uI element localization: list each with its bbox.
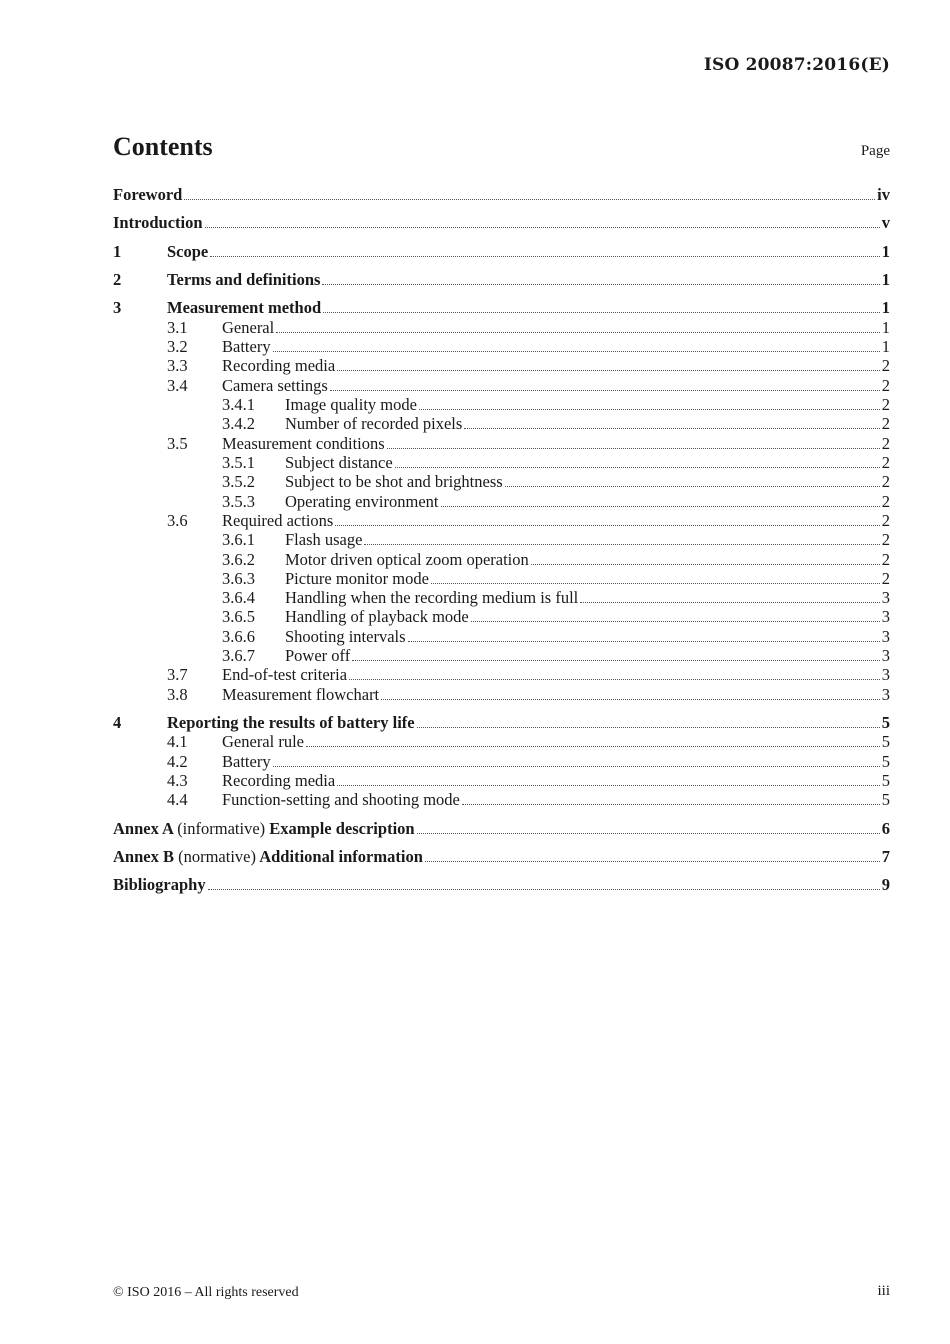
toc-entry-title: Flash usage <box>285 530 363 549</box>
toc-entry-number: 3.4 <box>167 376 188 395</box>
toc-entry-annex-a[interactable] <box>113 820 890 838</box>
toc-entry-3-4-2[interactable] <box>113 415 890 433</box>
toc-entry-title: Image quality mode <box>285 395 417 414</box>
toc-entry-page: 1 <box>881 318 890 337</box>
toc-entry-4-3[interactable] <box>113 772 890 790</box>
toc-entry-3-8[interactable] <box>113 686 890 704</box>
toc-entry-title: Measurement method <box>167 298 322 317</box>
page-column-label: Page <box>860 143 890 159</box>
dot-leader <box>408 640 880 642</box>
toc-entry-3-5[interactable] <box>113 435 890 453</box>
dot-leader <box>462 803 880 805</box>
toc-entry-page: 5 <box>881 713 890 732</box>
toc-entry-3-5-3[interactable] <box>113 493 890 511</box>
dot-leader <box>531 563 880 565</box>
toc-entry-page: 1 <box>881 242 890 261</box>
dot-leader <box>330 389 880 391</box>
toc-entry-title: Handling when the recording medium is full <box>285 588 579 607</box>
toc-entry-number: 3.1 <box>167 318 188 337</box>
dot-leader <box>471 620 880 622</box>
toc-entry-title: Motor driven optical zoom operation <box>285 550 529 569</box>
toc-entry-title: Subject to be shot and brightness <box>285 472 503 491</box>
toc-entry-bibliography[interactable] <box>113 876 890 894</box>
annex-title: Additional information <box>259 847 423 866</box>
toc-entry-page: iv <box>877 185 890 204</box>
toc-entry-number: 3.6.4 <box>222 588 255 607</box>
toc-entry-title: Bibliography <box>113 875 206 894</box>
toc-entry-3-6-6[interactable] <box>113 628 890 646</box>
toc-entry-reporting-results[interactable] <box>113 714 890 732</box>
toc-entry-page: 3 <box>881 627 890 646</box>
dot-leader <box>419 408 880 410</box>
toc-entry-number: 3.5.2 <box>222 472 255 491</box>
toc-entry-page: 9 <box>881 875 890 894</box>
toc-entry-title: Number of recorded pixels <box>285 414 463 433</box>
dot-leader <box>273 765 880 767</box>
toc-entry-page: 5 <box>881 790 890 809</box>
toc-entry-title: General <box>222 318 275 337</box>
toc-entry-page: 2 <box>881 569 890 588</box>
toc-entry-number: 3 <box>113 298 122 317</box>
toc-entry-title: Scope <box>167 242 209 261</box>
toc-entry-page: 2 <box>881 453 890 472</box>
toc-entry-page: 6 <box>881 819 890 838</box>
toc-entry-scope[interactable] <box>113 243 890 261</box>
toc-entry-3-3[interactable] <box>113 357 890 375</box>
toc-entry-title: Camera settings <box>222 376 328 395</box>
dot-leader <box>387 447 880 449</box>
toc-entry-number: 1 <box>113 242 122 261</box>
toc-entry-number: 3.8 <box>167 685 188 704</box>
toc-entry-number: 3.4.2 <box>222 414 255 433</box>
toc-entry-page: 2 <box>881 434 890 453</box>
toc-entry-number: 3.6.2 <box>222 550 255 569</box>
toc-entry-number: 4 <box>113 713 122 732</box>
toc-entry-number: 3.6.7 <box>222 646 255 665</box>
toc-entry-title: Subject distance <box>285 453 393 472</box>
toc-entry-page: 3 <box>881 607 890 626</box>
annex-title: Example description <box>269 819 415 838</box>
toc-entry-page: 2 <box>881 492 890 511</box>
dot-leader <box>395 466 880 468</box>
dot-leader <box>210 255 880 257</box>
toc-entry-page: 5 <box>881 752 890 771</box>
dot-leader <box>184 198 875 200</box>
toc-entry-3-6-5[interactable] <box>113 608 890 626</box>
dot-leader <box>381 698 880 700</box>
toc-entry-3-6[interactable] <box>113 512 890 530</box>
toc-entry-title <box>113 848 423 866</box>
toc-entry-number: 3.6.6 <box>222 627 255 646</box>
toc-entry-title: Handling of playback mode <box>285 607 469 626</box>
toc-entry-page: 2 <box>881 395 890 414</box>
toc-entry-page: 2 <box>881 511 890 530</box>
document-code: ISO 20087:2016(E) <box>703 55 890 75</box>
toc-entry-title: Foreword <box>113 185 183 204</box>
toc-entry-3-6-3[interactable] <box>113 570 890 588</box>
toc-entry-page: 2 <box>881 550 890 569</box>
dot-leader <box>335 524 879 526</box>
toc-entry-title: Battery <box>222 752 271 771</box>
toc-entry-number: 3.6.5 <box>222 607 255 626</box>
toc-entry-title: Required actions <box>222 511 334 530</box>
toc-entry-page: 3 <box>881 685 890 704</box>
toc-entry-page: 5 <box>881 732 890 751</box>
dot-leader <box>352 659 880 661</box>
dot-leader <box>417 832 880 834</box>
toc-entry-number: 3.5 <box>167 434 188 453</box>
toc-entry-page: 2 <box>881 414 890 433</box>
toc-entry-title: Power off <box>285 646 351 665</box>
toc-entry-title: Battery <box>222 337 271 356</box>
toc-entry-title: Reporting the results of battery life <box>167 713 415 732</box>
toc-entry-number: 3.5.3 <box>222 492 255 511</box>
toc-entry-number: 3.4.1 <box>222 395 255 414</box>
toc-entry-3-6-4[interactable] <box>113 589 890 607</box>
dot-leader <box>205 226 880 228</box>
toc-entry-page: 7 <box>881 847 890 866</box>
toc-entry-page: 2 <box>881 376 890 395</box>
dot-leader <box>505 485 880 487</box>
page-number: iii <box>877 1283 890 1299</box>
toc-entry-number: 3.6 <box>167 511 188 530</box>
toc-entry-3-5-1[interactable] <box>113 454 890 472</box>
dot-leader <box>364 543 879 545</box>
toc-entry-title: Recording media <box>222 356 336 375</box>
toc-entry-page: 1 <box>881 298 890 317</box>
toc-entry-3-6-1[interactable] <box>113 531 890 549</box>
toc-entry-number: 3.5.1 <box>222 453 255 472</box>
dot-leader <box>580 601 879 603</box>
annex-label: Annex B <box>113 847 174 866</box>
toc-entry-number: 2 <box>113 270 122 289</box>
dot-leader <box>337 784 880 786</box>
dot-leader <box>322 283 879 285</box>
toc-entry-page: 2 <box>881 530 890 549</box>
contents-heading: Contents <box>113 132 213 161</box>
toc-entry-page: 2 <box>881 356 890 375</box>
toc-entry-3-2[interactable] <box>113 338 890 356</box>
toc-entry-number: 3.7 <box>167 665 188 684</box>
dot-leader <box>306 745 880 747</box>
toc-entry-3-6-7[interactable] <box>113 647 890 665</box>
copyright-notice: © ISO 2016 – All rights reserved <box>113 1285 299 1300</box>
toc-entry-title: Introduction <box>113 213 203 232</box>
toc-entry-title: Operating environment <box>285 492 439 511</box>
dot-leader <box>276 331 880 333</box>
dot-leader <box>323 311 880 313</box>
toc-entry-title: End-of-test criteria <box>222 665 348 684</box>
toc-entry-3-4-1[interactable] <box>113 396 890 414</box>
annex-kind: (normative) <box>178 847 256 866</box>
toc-entry-4-4[interactable] <box>113 791 890 809</box>
dot-leader <box>208 888 880 890</box>
toc-entry-page: v <box>881 213 890 232</box>
dot-leader <box>441 505 880 507</box>
toc-entry-page: 3 <box>881 646 890 665</box>
annex-label: Annex A <box>113 819 174 838</box>
toc-entry-4-2[interactable] <box>113 753 890 771</box>
toc-entry-title: Function-setting and shooting mode <box>222 790 460 809</box>
toc-entry-number: 4.1 <box>167 732 188 751</box>
toc-entry-title: Terms and definitions <box>167 270 321 289</box>
toc-entry-page: 3 <box>881 588 890 607</box>
dot-leader <box>273 350 880 352</box>
toc-entry-title: Measurement flowchart <box>222 685 380 704</box>
dot-leader <box>337 369 880 371</box>
toc-entry-page: 5 <box>881 771 890 790</box>
toc-entry-3-4[interactable] <box>113 377 890 395</box>
toc-entry-page: 3 <box>881 665 890 684</box>
toc-entry-3-1[interactable] <box>113 319 890 337</box>
toc-entry-number: 3.6.3 <box>222 569 255 588</box>
toc-entry-number: 3.3 <box>167 356 188 375</box>
toc-entry-terms-and-definitions[interactable] <box>113 271 890 289</box>
toc-entry-page: 1 <box>881 337 890 356</box>
toc-entry-number: 3.6.1 <box>222 530 255 549</box>
dot-leader <box>464 427 879 429</box>
toc-entry-title: Measurement conditions <box>222 434 385 453</box>
toc-entry-3-5-2[interactable] <box>113 473 890 491</box>
dot-leader <box>417 726 880 728</box>
dot-leader <box>431 582 880 584</box>
toc-entry-number: 3.2 <box>167 337 188 356</box>
toc-entry-title: General rule <box>222 732 304 751</box>
toc-entry-page: 1 <box>881 270 890 289</box>
toc-entry-3-7[interactable] <box>113 666 890 684</box>
toc-entry-title <box>113 820 415 838</box>
toc-entry-title: Shooting intervals <box>285 627 406 646</box>
toc-entry-page: 2 <box>881 472 890 491</box>
toc-entry-measurement-method[interactable] <box>113 299 890 317</box>
toc-entry-3-6-2[interactable] <box>113 551 890 569</box>
toc-entry-number: 4.4 <box>167 790 188 809</box>
annex-kind: (informative) <box>177 819 266 838</box>
toc-entry-4-1[interactable] <box>113 733 890 751</box>
dot-leader <box>425 860 880 862</box>
toc-entry-foreword[interactable] <box>113 186 890 204</box>
toc-entry-title: Recording media <box>222 771 336 790</box>
toc-entry-number: 4.3 <box>167 771 188 790</box>
toc-entry-introduction[interactable] <box>113 214 890 232</box>
toc-entry-annex-b[interactable] <box>113 848 890 866</box>
toc-entry-title: Picture monitor mode <box>285 569 429 588</box>
dot-leader <box>349 678 880 680</box>
toc-entry-number: 4.2 <box>167 752 188 771</box>
